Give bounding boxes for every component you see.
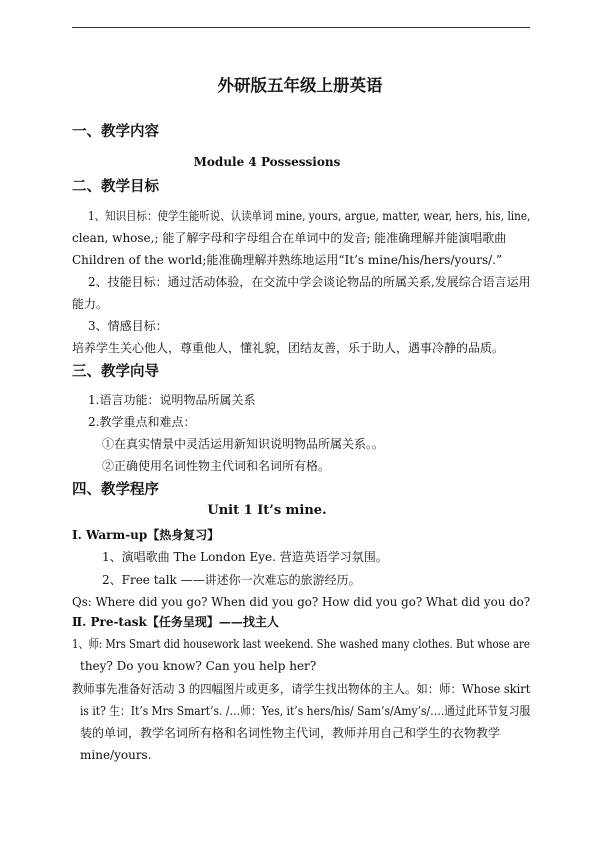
section-heading-content: 一、教学内容 bbox=[72, 123, 159, 140]
guide-function: 1.语言功能：说明物品所属关系 bbox=[88, 393, 256, 407]
guide-key-points-label: 2.教学重点和难点： bbox=[88, 415, 196, 429]
guide-key-point-1: ①在真实情景中灵活运用新知识说明物品所属关系。。 bbox=[102, 437, 385, 451]
guide-key-point-2: ②正确使用名词性物主代词和名词所有格。 bbox=[102, 459, 331, 473]
section-heading-goals: 二、教学目标 bbox=[72, 178, 159, 195]
module-title: Module 4 Possessions bbox=[193, 155, 341, 169]
pretask-note-line-4: mine/yours. bbox=[80, 748, 152, 762]
warmup-heading: Ⅰ. Warm-up【热身复习】 bbox=[72, 528, 220, 542]
pretask-note-line-3: 装的单词，教学名词所有格和名词性物主代词，教师并用自己和学生的衣物教学 bbox=[80, 726, 501, 740]
unit-title: Unit 1 It’s mine. bbox=[207, 503, 327, 518]
goal-knowledge-line-1: 1、知识目标：使学生能听说、认读单词 mine, yours, argue, matter, wear, hers, his, line, bbox=[88, 209, 531, 223]
doc-title: 外研版五年级上册英语 bbox=[217, 76, 383, 95]
goal-skill-line-1: 2、技能目标：通过活动体验，在交流中学会谈论物品的所属关系,发展综合语言运用 bbox=[88, 275, 531, 289]
pretask-step-1-line-2: they? Do you know? Can you help her? bbox=[80, 659, 317, 673]
header-rule bbox=[72, 27, 530, 28]
warmup-step-1: 1、演唱歌曲 The London Eye. 营造英语学习氛围。 bbox=[102, 550, 388, 564]
pretask-step-1-line-1: 1、师: Mrs Smart did housework last weekend. She washed many clothes. But whose are bbox=[72, 637, 530, 651]
goal-knowledge-line-3: Children of the world;能准确理解并熟练地运用“It’s mine/his/hers/yours/.” bbox=[72, 253, 503, 267]
goal-skill-line-2: 能力。 bbox=[72, 297, 109, 311]
goal-emotion-text: 培养学生关心他人，尊重他人，懂礼貌，团结友善，乐于助人，遇事冷静的品质。 bbox=[72, 341, 505, 355]
pretask-heading: Ⅱ. Pre-task【任务呈现】——找主人 bbox=[72, 615, 279, 629]
goal-knowledge-line-2: clean, whose,; 能了解字母和字母组合在单词中的发音; 能准确理解并能演唱歌曲 bbox=[72, 231, 507, 245]
pretask-note-line-1: 教师事先准备好活动 3 的四幅图片或更多，请学生找出物体的主人。如：师：Whose skirt bbox=[72, 682, 531, 696]
section-heading-procedure: 四、教学程序 bbox=[72, 481, 159, 498]
goal-emotion-label: 3、情感目标： bbox=[88, 319, 168, 333]
pretask-note-line-2: is it? 生：It’s Mrs Smart’s. /…师：Yes, it’s hers/his/ Sam’s/Amy’s/….通过此环节复习服 bbox=[80, 704, 531, 718]
warmup-step-2: 2、Free talk ——讲述你一次难忘的旅游经历。 bbox=[102, 573, 361, 587]
section-heading-guide: 三、教学向导 bbox=[72, 363, 159, 380]
warmup-questions: Qs: Where did you go? When did you go? How did you go? What did you do? bbox=[72, 595, 531, 609]
